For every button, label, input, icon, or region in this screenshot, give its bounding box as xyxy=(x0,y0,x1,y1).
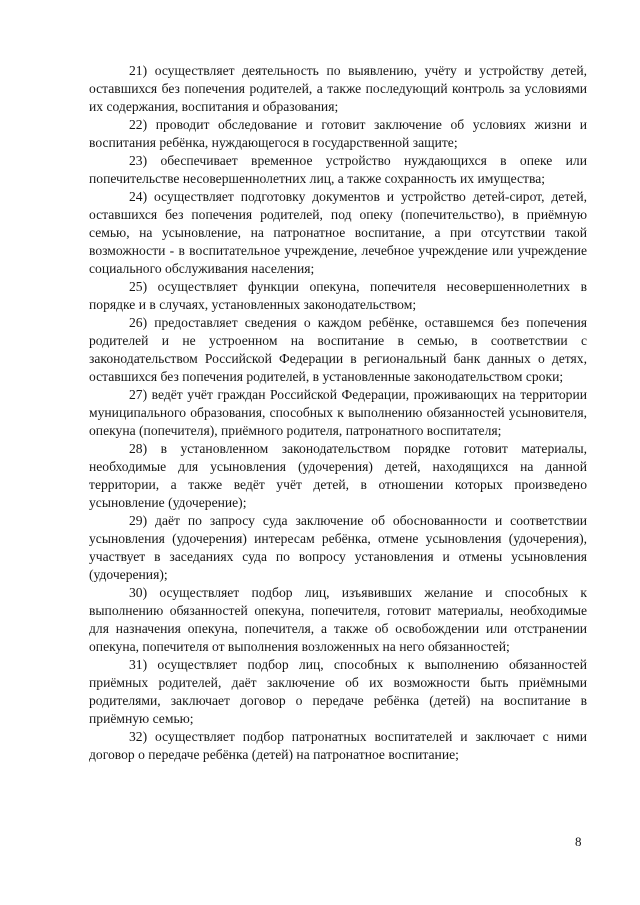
page-number: 8 xyxy=(575,834,582,849)
list-item-24: 24) осуществляет подготовку документов и устройство детей-сирот, детей, оставшихся без попечения родителей, под опеку (попечительство), в приёмную семью, на усыновление, на патронатное воспитание, а при отсутствии такой возможности - в воспитательное учреждение, лечебное учреждение или учреждение социального обслуживания населения; xyxy=(89,189,587,276)
list-item-31: 31) осуществляет подбор лиц, способных к выполнению обязанностей приёмных родителей, даёт заключение об их возможности быть приёмными родителями, заключает договор о передаче ребёнка (детей) на воспитание в приёмную семью; xyxy=(89,657,587,726)
list-item-26: 26) предоставляет сведения о каждом ребёнке, оставшемся без попечения родителей и не устроенном на воспитание в семью, в соответствии с законодательством Российской Федерации в региональный банк данных о детях, оставшихся без попечения родителей, в установленные законодательством сроки; xyxy=(89,315,587,384)
list-item-21: 21) осуществляет деятельность по выявлению, учёту и устройству детей, оставшихся без попечения родителей, а также последующий контроль за условиями их содержания, воспитания и образования; xyxy=(89,63,587,114)
list-item-29: 29) даёт по запросу суда заключение об обоснованности и соответствии усыновления (удочерения) интересам ребёнка, отмене усыновления (удочерения), участвует в заседаниях суда по вопросу установления и отмены усыновления (удочерения); xyxy=(89,513,587,582)
list-item-32: 32) осуществляет подбор патронатных воспитателей и заключает с ними договор о передаче ребёнка (детей) на патронатное воспитание; xyxy=(89,729,587,762)
list-item-25: 25) осуществляет функции опекуна, попечителя несовершеннолетних в порядке и в случаях, установленных законодательством; xyxy=(89,279,587,312)
list-item-23: 23) обеспечивает временное устройство нуждающихся в опеке или попечительстве несовершеннолетних лиц, а также сохранность их имущества; xyxy=(89,153,587,186)
list-item-27: 27) ведёт учёт граждан Российской Федерации, проживающих на территории муниципального образования, способных к выполнению обязанностей усыновителя, опекуна (попечителя), приёмного родителя, патронатного воспитателя; xyxy=(89,387,587,438)
list-item-30: 30) осуществляет подбор лиц, изъявивших желание и способных к выполнению обязанностей опекуна, попечителя, готовит материалы, необходимые для назначения опекуна, попечителя, а также об освобождении или отстранении опекуна, попечителя от выполнения возложенных на него обязанностей; xyxy=(89,585,587,654)
list-item-22: 22) проводит обследование и готовит заключение об условиях жизни и воспитания ребёнка, нуждающегося в государственной защите; xyxy=(89,117,587,150)
document-body xyxy=(89,62,587,764)
list-item-28: 28) в установленном законодательством порядке готовит материалы, необходимые для усыновления (удочерения) детей, находящихся на данной территории, а также ведёт учёт детей, в отношении которых произведено усыновление (удочерение); xyxy=(89,441,587,510)
